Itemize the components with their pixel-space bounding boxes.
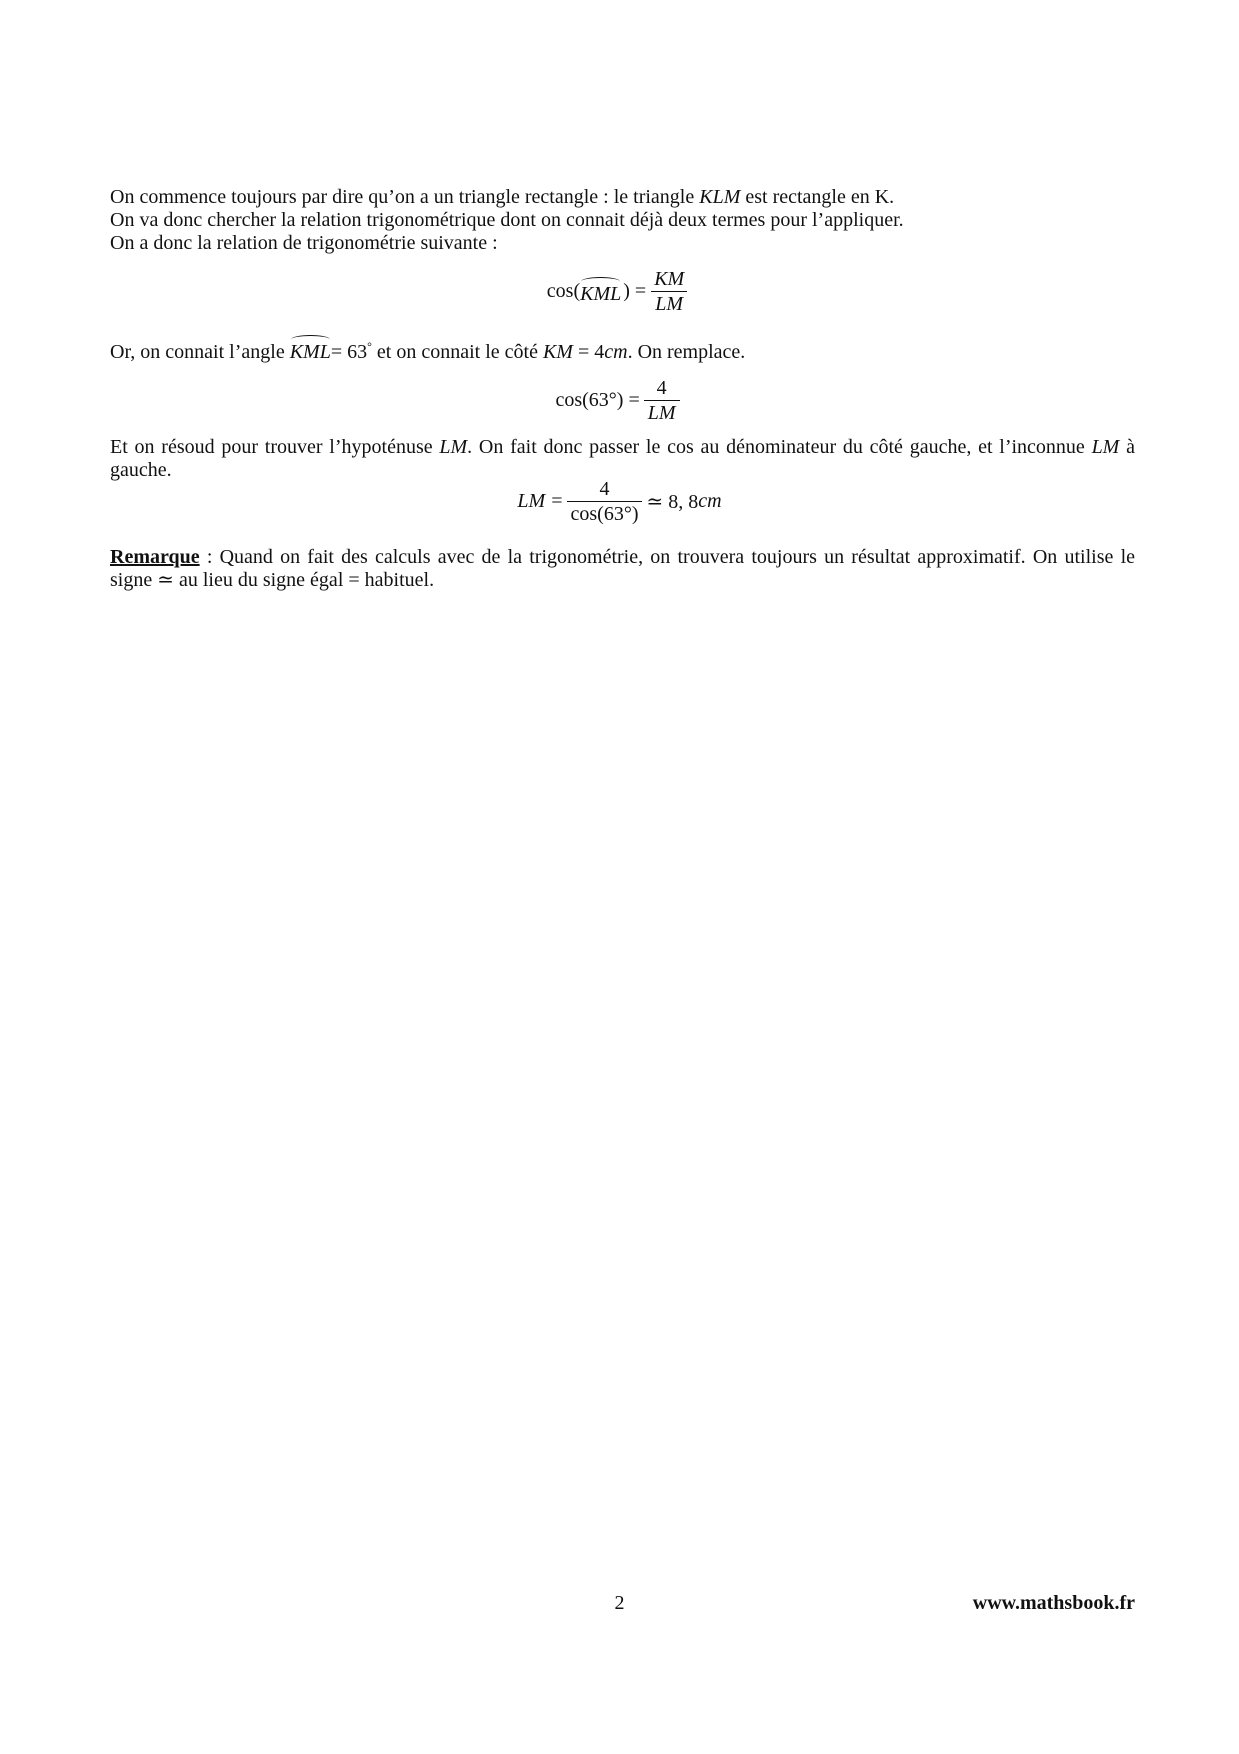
equation-cos-kml: cos( KML ) = $\frac{KM}{LM}$ [0, 268, 1239, 315]
fraction-4-lm: $\frac{4}{LM}$ [644, 377, 680, 424]
solve-paragraph: Et on résoud pour trouver l’hypoténuse LM. On fait donc passer le cos au dénominateur du côté gauche, et l’inconnue LM à gauche. [110, 436, 1136, 481]
angle-hat: KML [580, 277, 621, 306]
angle-hat: KML [290, 335, 331, 364]
intro-line-2: On va donc chercher la relation trigonométrique dont on connait déjà deux termes pour l’appliquer. [110, 209, 904, 231]
angle-paragraph: Or, on connait l’angle KML= 63° et on connait le côté KM = 4cm. On remplace. [110, 335, 1135, 364]
site-url: www.mathsbook.fr [972, 1592, 1135, 1614]
equation-cos-63: cos(63°) = $\frac{4}{LM}$ [0, 377, 1239, 424]
fraction-km-lm: $\frac{KM}{LM}$ [650, 268, 688, 315]
remark-paragraph: Remarque : Quand on fait des calculs avec de la trigonométrie, on trouvera toujours un résultat approximatif. On utilise le signe ≃ au lieu du signe égal = habituel. [110, 546, 1135, 591]
page-number: 2 [614, 1592, 625, 1614]
intro-paragraph [110, 186, 1135, 255]
intro-line-3: On a donc la relation de trigonométrie suivante : [110, 232, 498, 254]
intro-line-1: On commence toujours par dire qu’on a un triangle rectangle : le triangle KLM est rectangle en K. [110, 186, 895, 208]
triangle-name: KLM [699, 186, 741, 208]
remark-label: Remarque [110, 546, 200, 568]
equation-lm-result: LM = $\frac{4}{\cos(63^\circ)}$ ≃ 8, 8 cm [517, 478, 722, 525]
fraction-4-cos63: $\frac{4}{\cos(63^\circ)}$ [567, 478, 643, 525]
